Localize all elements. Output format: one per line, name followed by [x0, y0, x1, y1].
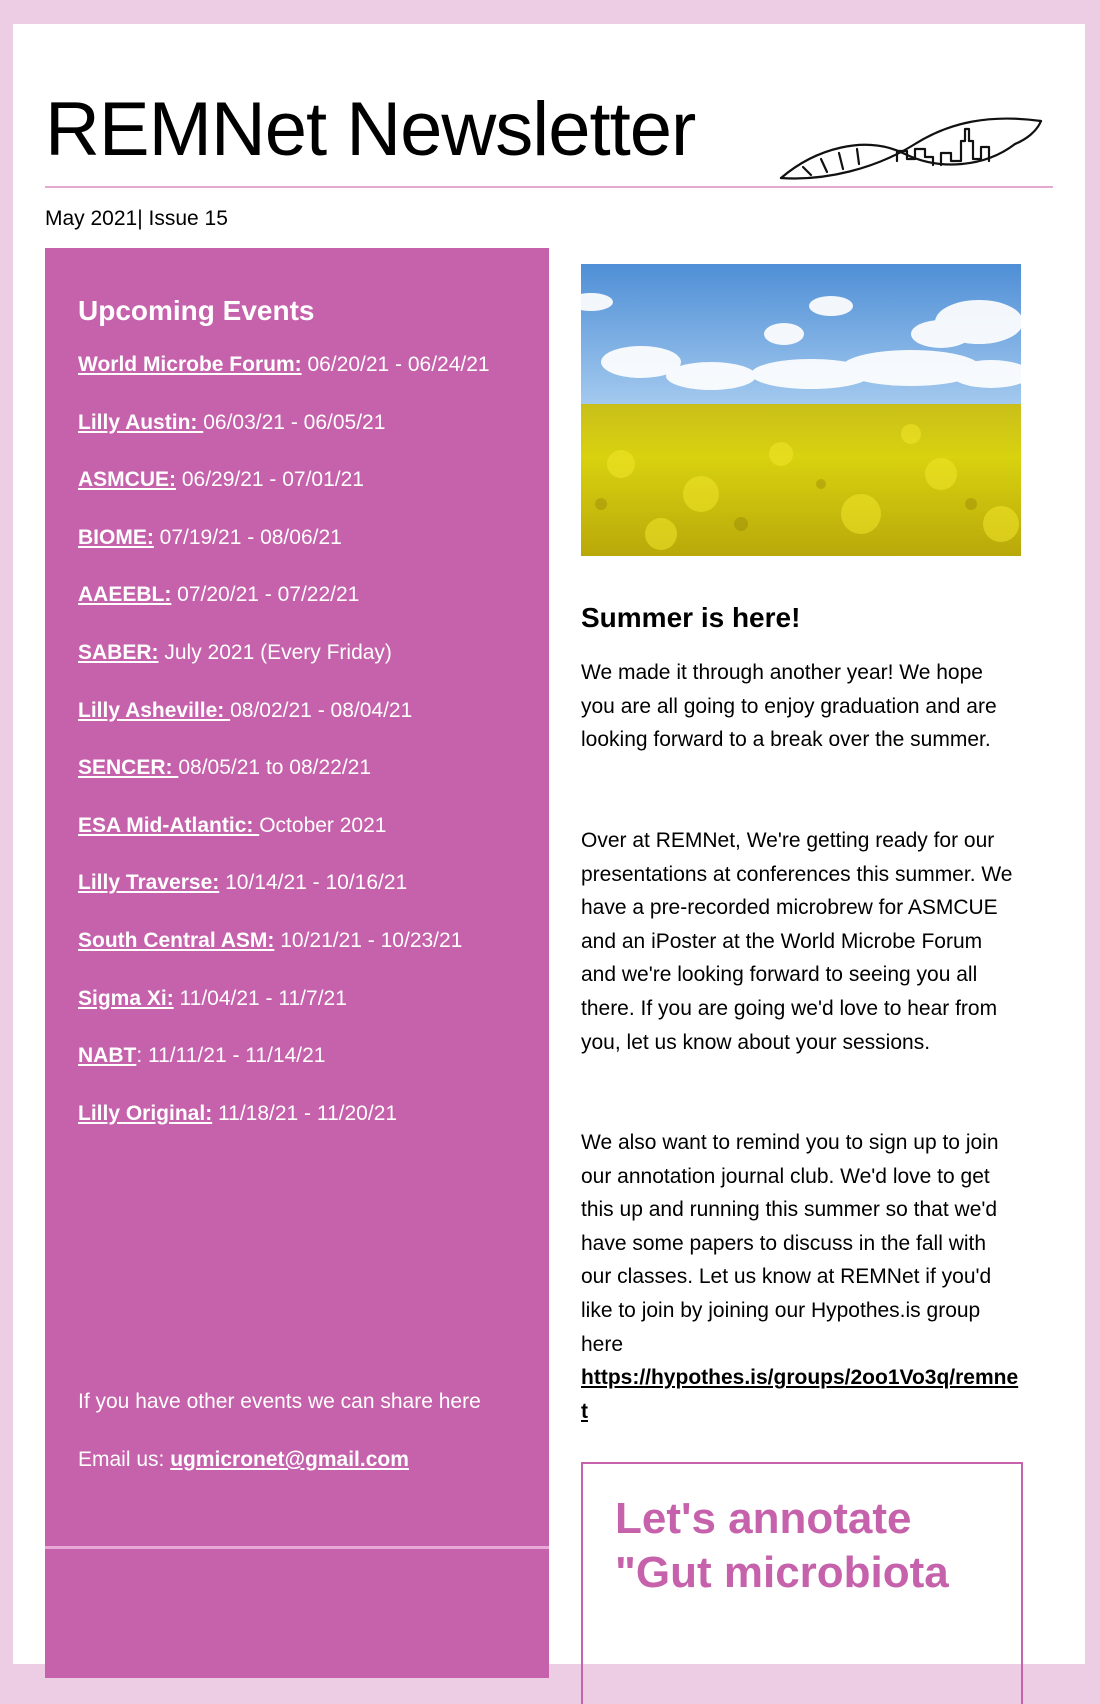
event-dates: July 2021 (Every Friday): [158, 640, 392, 664]
event-item: [78, 813, 490, 871]
event-link[interactable]: ESA Mid-Atlantic:: [78, 813, 260, 837]
annotate-callout: [581, 1462, 1023, 1704]
event-link[interactable]: SENCER:: [78, 756, 179, 780]
event-item: [78, 410, 490, 468]
newsletter-page: [13, 24, 1085, 1664]
event-list: [78, 352, 490, 1158]
article-paragraph-with-link: [581, 1126, 1021, 1428]
issue-line: May 2021| Issue 15: [45, 207, 228, 230]
header-divider: [45, 186, 1053, 188]
event-link[interactable]: Lilly Traverse:: [78, 871, 220, 895]
article-paragraph: Over at REMNet, We're getting ready for our presentations at conferences this summer. We have a pre-recorded microbrew for ASMCUE and an iPoster at the World Microbe Forum and we're looking forward to seeing you all there. If you are going we'd love to hear from you, let us know about your sessions.: [581, 829, 1013, 1054]
event-dates: 06/03/21 - 06/05/21: [203, 410, 386, 434]
event-dates: 06/29/21 - 07/01/21: [176, 468, 364, 492]
event-link[interactable]: South Central ASM:: [78, 928, 275, 952]
event-item: [78, 640, 490, 698]
event-link[interactable]: NABT: [78, 1044, 137, 1068]
event-dates: 10/14/21 - 10/16/21: [219, 871, 408, 895]
event-dates: 08/05/21 to 08/22/21: [178, 756, 372, 780]
event-link[interactable]: AAEEBL:: [78, 583, 172, 607]
hypothesis-group-link[interactable]: https://hypothes.is/groups/2oo1Vo3q/remnet: [581, 1366, 1019, 1423]
newsletter-title: REMNet Newsletter: [45, 87, 696, 172]
event-link[interactable]: Lilly Austin:: [78, 410, 204, 434]
event-link[interactable]: Lilly Original:: [78, 1101, 213, 1125]
event-item: [78, 986, 490, 1044]
annotate-title: Let's annotate "Gut microbiota: [615, 1494, 949, 1597]
event-item: [78, 1101, 490, 1159]
event-item: [78, 582, 490, 640]
dna-helix-skyline-icon: [775, 89, 1047, 185]
event-link[interactable]: Lilly Asheville:: [78, 698, 231, 722]
event-item: [78, 928, 490, 986]
sidebar-divider: [45, 1546, 549, 1549]
event-dates: 06/20/21 - 06/24/21: [301, 353, 490, 376]
event-item: [78, 870, 490, 928]
event-dates: 07/20/21 - 07/22/21: [171, 583, 360, 607]
event-dates: 08/02/21 - 08/04/21: [230, 698, 413, 722]
event-dates: 07/19/21 - 08/06/21: [153, 525, 342, 549]
event-dates: : 11/11/21 - 11/14/21: [136, 1044, 326, 1068]
event-link[interactable]: World Microbe Forum:: [78, 353, 302, 376]
event-link[interactable]: ASMCUE:: [78, 468, 176, 492]
event-item: [78, 352, 490, 410]
email-line: [78, 1448, 409, 1472]
event-dates: 10/21/21 - 10/23/21: [274, 928, 463, 952]
events-sidebar: [45, 248, 549, 1678]
event-item: [78, 755, 490, 813]
sidebar-heading: Upcoming Events: [78, 295, 315, 326]
event-link[interactable]: Sigma Xi:: [78, 986, 174, 1010]
article-title: Summer is here!: [581, 602, 801, 633]
article-paragraph: We also want to remind you to sign up to join our annotation journal club. We'd love to get this up and running this summer so that we'd have some papers to discuss in the fall with our classes. Let us know at REMNet if you'd like to join by joining our Hypothes.is group here: [581, 1131, 999, 1356]
email-link[interactable]: ugmicronet@gmail.com: [170, 1448, 409, 1471]
event-item: [78, 698, 490, 756]
event-link[interactable]: SABER:: [78, 640, 159, 664]
event-dates: 11/18/21 - 11/20/21: [212, 1101, 398, 1125]
event-dates: October 2021: [259, 813, 387, 837]
article-paragraph: We made it through another year! We hope you are all going to enjoy graduation and are looking forward to a break over the summer.: [581, 661, 997, 752]
share-events-note: If you have other events we can share here: [78, 1390, 481, 1413]
event-item: [78, 1043, 490, 1101]
event-dates: 11/04/21 - 11/7/21: [173, 986, 347, 1010]
event-item: [78, 525, 490, 583]
email-prefix: Email us:: [78, 1448, 171, 1471]
event-item: [78, 467, 490, 525]
event-link[interactable]: BIOME:: [78, 525, 154, 549]
flower-field-photo: [581, 264, 1021, 556]
